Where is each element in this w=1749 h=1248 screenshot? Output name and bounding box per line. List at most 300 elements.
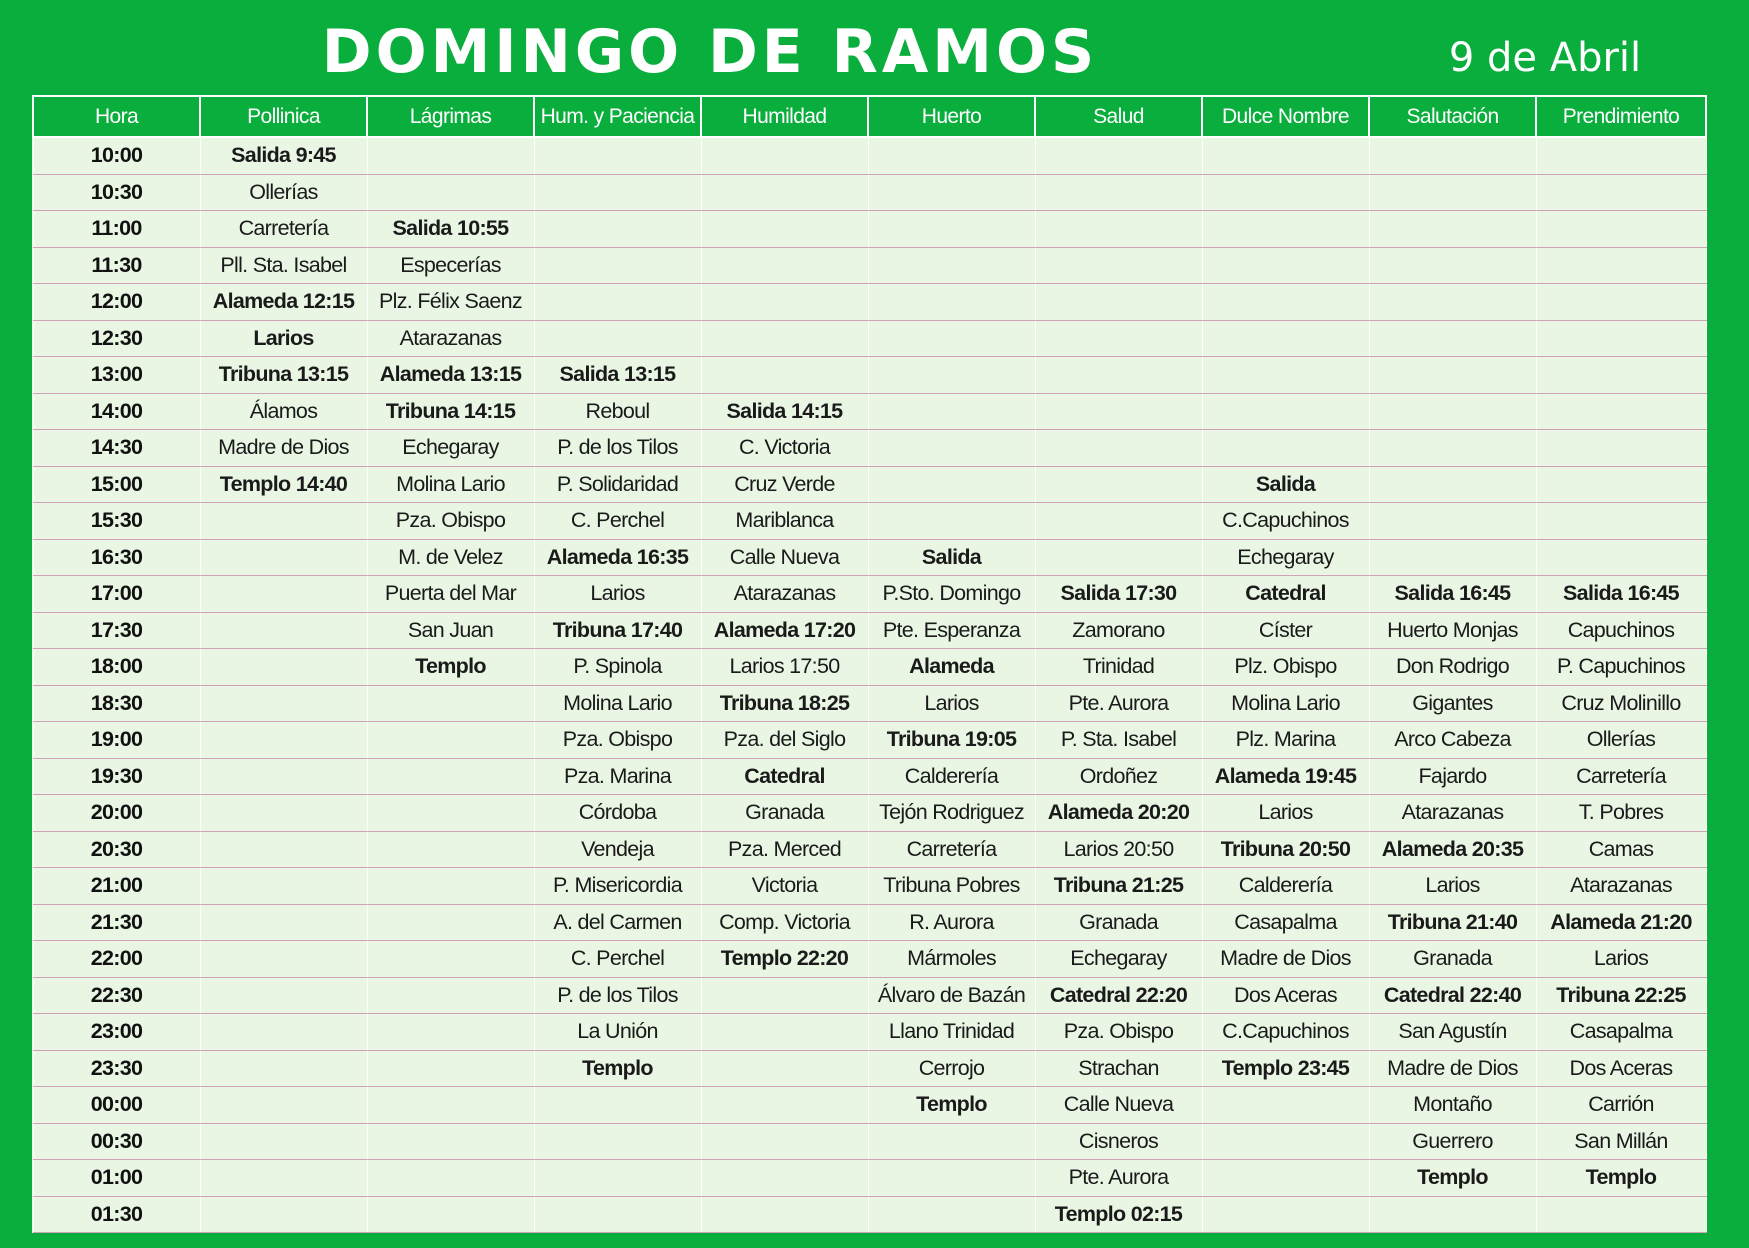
route-cell bbox=[367, 1050, 534, 1087]
route-cell: Salida 17:30 bbox=[1035, 576, 1202, 613]
route-cell: P. de los Tilos bbox=[534, 430, 701, 467]
route-cell bbox=[534, 1123, 701, 1160]
route-cell bbox=[200, 868, 367, 905]
route-cell bbox=[200, 758, 367, 795]
route-cell: Tribuna 13:15 bbox=[200, 357, 367, 394]
route-cell bbox=[1536, 1196, 1706, 1233]
table-row bbox=[33, 649, 1706, 686]
table-row bbox=[33, 320, 1706, 357]
route-cell: Calle Nueva bbox=[1035, 1087, 1202, 1124]
route-cell: Granada bbox=[701, 795, 868, 832]
route-cell bbox=[701, 174, 868, 211]
route-cell: Tribuna 21:25 bbox=[1035, 868, 1202, 905]
route-cell: P. Misericordia bbox=[534, 868, 701, 905]
route-cell: Salida 9:45 bbox=[200, 137, 367, 174]
route-cell: M. de Velez bbox=[367, 539, 534, 576]
route-cell bbox=[1369, 247, 1536, 284]
route-cell: Catedral 22:40 bbox=[1369, 977, 1536, 1014]
hour-cell: 20:00 bbox=[33, 795, 200, 832]
route-cell bbox=[1536, 503, 1706, 540]
route-cell bbox=[868, 284, 1035, 321]
route-cell: C. Victoria bbox=[701, 430, 868, 467]
route-cell bbox=[1536, 247, 1706, 284]
table-row bbox=[33, 1160, 1706, 1197]
route-cell bbox=[367, 977, 534, 1014]
hour-cell: 23:30 bbox=[33, 1050, 200, 1087]
route-cell: Tribuna 21:40 bbox=[1369, 904, 1536, 941]
route-cell: Pza. Obispo bbox=[1035, 1014, 1202, 1051]
route-cell bbox=[534, 1196, 701, 1233]
route-cell: Gigantes bbox=[1369, 685, 1536, 722]
route-cell bbox=[200, 1160, 367, 1197]
route-cell: Alameda 21:20 bbox=[1536, 904, 1706, 941]
column-header: Hora bbox=[33, 96, 200, 137]
route-cell bbox=[701, 1123, 868, 1160]
table-row bbox=[33, 576, 1706, 613]
table-row bbox=[33, 1196, 1706, 1233]
route-cell bbox=[367, 1160, 534, 1197]
route-cell: Molina Lario bbox=[367, 466, 534, 503]
route-cell bbox=[200, 904, 367, 941]
route-cell: Catedral 22:20 bbox=[1035, 977, 1202, 1014]
hour-cell: 19:00 bbox=[33, 722, 200, 759]
route-cell: Arco Cabeza bbox=[1369, 722, 1536, 759]
route-cell: R. Aurora bbox=[868, 904, 1035, 941]
table-row bbox=[33, 868, 1706, 905]
hour-cell: 22:00 bbox=[33, 941, 200, 978]
route-cell: Camas bbox=[1536, 831, 1706, 868]
route-cell bbox=[1536, 211, 1706, 248]
route-cell: Templo 22:20 bbox=[701, 941, 868, 978]
route-cell: Tribuna Pobres bbox=[868, 868, 1035, 905]
route-cell bbox=[1536, 539, 1706, 576]
route-cell: Carretería bbox=[200, 211, 367, 248]
route-cell bbox=[1369, 284, 1536, 321]
route-cell bbox=[367, 1014, 534, 1051]
route-cell bbox=[1202, 430, 1369, 467]
route-cell: Mármoles bbox=[868, 941, 1035, 978]
route-cell: Larios 20:50 bbox=[1035, 831, 1202, 868]
route-cell: Plz. Marina bbox=[1202, 722, 1369, 759]
route-cell: Pza. Merced bbox=[701, 831, 868, 868]
route-cell: Alameda bbox=[868, 649, 1035, 686]
route-cell: Casapalma bbox=[1202, 904, 1369, 941]
route-cell: Atarazanas bbox=[1369, 795, 1536, 832]
route-cell: P. Capuchinos bbox=[1536, 649, 1706, 686]
route-cell bbox=[1369, 430, 1536, 467]
hour-cell: 18:00 bbox=[33, 649, 200, 686]
table-row bbox=[33, 612, 1706, 649]
route-cell bbox=[701, 1196, 868, 1233]
route-cell: P. Solidaridad bbox=[534, 466, 701, 503]
table-row bbox=[33, 174, 1706, 211]
route-cell bbox=[367, 795, 534, 832]
route-cell bbox=[701, 1014, 868, 1051]
route-cell: San Agustín bbox=[1369, 1014, 1536, 1051]
route-cell bbox=[868, 320, 1035, 357]
route-cell bbox=[701, 1087, 868, 1124]
route-cell bbox=[200, 685, 367, 722]
column-header: Pollinica bbox=[200, 96, 367, 137]
route-cell bbox=[1369, 211, 1536, 248]
route-cell: Don Rodrigo bbox=[1369, 649, 1536, 686]
route-cell: C.Capuchinos bbox=[1202, 1014, 1369, 1051]
route-cell bbox=[534, 1087, 701, 1124]
route-cell: Granada bbox=[1035, 904, 1202, 941]
route-cell: Tribuna 18:25 bbox=[701, 685, 868, 722]
route-cell bbox=[1035, 247, 1202, 284]
column-header: Lágrimas bbox=[367, 96, 534, 137]
table-row bbox=[33, 685, 1706, 722]
route-cell: P. Sta. Isabel bbox=[1035, 722, 1202, 759]
route-cell bbox=[367, 904, 534, 941]
column-header: Salutación bbox=[1369, 96, 1536, 137]
route-cell bbox=[1369, 137, 1536, 174]
table-row bbox=[33, 357, 1706, 394]
route-cell bbox=[367, 758, 534, 795]
route-cell bbox=[367, 685, 534, 722]
route-cell bbox=[367, 137, 534, 174]
route-cell: Ollerías bbox=[1536, 722, 1706, 759]
table-row bbox=[33, 430, 1706, 467]
hour-cell: 18:30 bbox=[33, 685, 200, 722]
column-header: Hum. y Paciencia bbox=[534, 96, 701, 137]
route-cell: Larios bbox=[868, 685, 1035, 722]
route-cell: Alameda 12:15 bbox=[200, 284, 367, 321]
hour-cell: 01:00 bbox=[33, 1160, 200, 1197]
hour-cell: 22:30 bbox=[33, 977, 200, 1014]
route-cell bbox=[200, 1196, 367, 1233]
column-header: Salud bbox=[1035, 96, 1202, 137]
route-cell: C. Perchel bbox=[534, 941, 701, 978]
table-row bbox=[33, 1050, 1706, 1087]
route-cell: Pte. Aurora bbox=[1035, 1160, 1202, 1197]
route-cell bbox=[701, 247, 868, 284]
table-row bbox=[33, 247, 1706, 284]
hour-cell: 12:30 bbox=[33, 320, 200, 357]
route-cell: Alameda 13:15 bbox=[367, 357, 534, 394]
route-cell: Plz. Félix Saenz bbox=[367, 284, 534, 321]
route-cell: Álvaro de Bazán bbox=[868, 977, 1035, 1014]
route-cell: Dos Aceras bbox=[1536, 1050, 1706, 1087]
route-cell: Pte. Esperanza bbox=[868, 612, 1035, 649]
route-cell bbox=[1202, 1123, 1369, 1160]
route-cell: Madre de Dios bbox=[1369, 1050, 1536, 1087]
hour-cell: 00:00 bbox=[33, 1087, 200, 1124]
route-cell bbox=[1035, 211, 1202, 248]
route-cell bbox=[367, 1123, 534, 1160]
route-cell: Echegaray bbox=[1035, 941, 1202, 978]
route-cell bbox=[1202, 1160, 1369, 1197]
route-cell bbox=[200, 539, 367, 576]
schedule-table bbox=[32, 95, 1707, 1233]
route-cell: Ordoñez bbox=[1035, 758, 1202, 795]
route-cell bbox=[200, 1123, 367, 1160]
route-cell bbox=[367, 868, 534, 905]
route-cell: Fajardo bbox=[1369, 758, 1536, 795]
route-cell: Alameda 17:20 bbox=[701, 612, 868, 649]
route-cell: Carrión bbox=[1536, 1087, 1706, 1124]
route-cell: Echegaray bbox=[367, 430, 534, 467]
route-cell: Calderería bbox=[868, 758, 1035, 795]
route-cell: P. de los Tilos bbox=[534, 977, 701, 1014]
route-cell: P. Spinola bbox=[534, 649, 701, 686]
route-cell: Comp. Victoria bbox=[701, 904, 868, 941]
route-cell: Templo bbox=[1369, 1160, 1536, 1197]
route-cell: Carretería bbox=[868, 831, 1035, 868]
route-cell bbox=[1202, 211, 1369, 248]
route-cell bbox=[1369, 320, 1536, 357]
table-body bbox=[33, 137, 1706, 1233]
route-cell bbox=[1035, 284, 1202, 321]
route-cell bbox=[868, 430, 1035, 467]
route-cell bbox=[1536, 174, 1706, 211]
table-row bbox=[33, 1123, 1706, 1160]
route-cell bbox=[367, 831, 534, 868]
route-cell: Álamos bbox=[200, 393, 367, 430]
column-header: Huerto bbox=[868, 96, 1035, 137]
route-cell: Córdoba bbox=[534, 795, 701, 832]
route-cell bbox=[1202, 393, 1369, 430]
route-cell: Tribuna 17:40 bbox=[534, 612, 701, 649]
route-cell bbox=[200, 1050, 367, 1087]
route-cell bbox=[200, 722, 367, 759]
route-cell: Vendeja bbox=[534, 831, 701, 868]
hour-cell: 14:00 bbox=[33, 393, 200, 430]
table-row bbox=[33, 1014, 1706, 1051]
route-cell: C.Capuchinos bbox=[1202, 503, 1369, 540]
table-row bbox=[33, 758, 1706, 795]
route-cell: Catedral bbox=[701, 758, 868, 795]
route-cell: Puerta del Mar bbox=[367, 576, 534, 613]
column-header: Prendimiento bbox=[1536, 96, 1706, 137]
route-cell: T. Pobres bbox=[1536, 795, 1706, 832]
route-cell bbox=[701, 320, 868, 357]
route-cell bbox=[534, 174, 701, 211]
route-cell: Carretería bbox=[1536, 758, 1706, 795]
route-cell: Larios bbox=[534, 576, 701, 613]
route-cell bbox=[868, 1160, 1035, 1197]
table-row bbox=[33, 977, 1706, 1014]
route-cell: Alameda 20:35 bbox=[1369, 831, 1536, 868]
route-cell bbox=[868, 503, 1035, 540]
route-cell bbox=[1369, 466, 1536, 503]
route-cell: Dos Aceras bbox=[1202, 977, 1369, 1014]
route-cell bbox=[868, 247, 1035, 284]
route-cell: Ollerías bbox=[200, 174, 367, 211]
route-cell: Cruz Verde bbox=[701, 466, 868, 503]
route-cell bbox=[200, 1014, 367, 1051]
route-cell: Guerrero bbox=[1369, 1123, 1536, 1160]
route-cell: Larios bbox=[1369, 868, 1536, 905]
route-cell: A. del Carmen bbox=[534, 904, 701, 941]
route-cell: Tribuna 14:15 bbox=[367, 393, 534, 430]
table-row bbox=[33, 831, 1706, 868]
route-cell bbox=[1035, 430, 1202, 467]
route-cell bbox=[1536, 430, 1706, 467]
route-cell bbox=[1202, 247, 1369, 284]
route-cell: Mariblanca bbox=[701, 503, 868, 540]
route-cell bbox=[1202, 284, 1369, 321]
hour-cell: 10:00 bbox=[33, 137, 200, 174]
route-cell: Cisneros bbox=[1035, 1123, 1202, 1160]
route-cell: Trinidad bbox=[1035, 649, 1202, 686]
hour-cell: 15:30 bbox=[33, 503, 200, 540]
route-cell bbox=[534, 284, 701, 321]
route-cell: Templo bbox=[534, 1050, 701, 1087]
route-cell: Salida 14:15 bbox=[701, 393, 868, 430]
route-cell bbox=[868, 174, 1035, 211]
route-cell bbox=[868, 466, 1035, 503]
hour-cell: 10:30 bbox=[33, 174, 200, 211]
route-cell bbox=[534, 211, 701, 248]
page-title: DOMINGO DE RAMOS bbox=[321, 17, 1099, 87]
route-cell: Templo 23:45 bbox=[1202, 1050, 1369, 1087]
route-cell bbox=[1202, 137, 1369, 174]
hour-cell: 14:30 bbox=[33, 430, 200, 467]
table-row bbox=[33, 904, 1706, 941]
route-cell bbox=[1202, 1087, 1369, 1124]
table-header-row bbox=[33, 96, 1706, 137]
route-cell bbox=[200, 649, 367, 686]
route-cell bbox=[701, 977, 868, 1014]
route-cell bbox=[1536, 466, 1706, 503]
route-cell bbox=[1369, 393, 1536, 430]
hour-cell: 23:00 bbox=[33, 1014, 200, 1051]
route-cell bbox=[701, 357, 868, 394]
route-cell bbox=[1202, 320, 1369, 357]
hour-cell: 20:30 bbox=[33, 831, 200, 868]
route-cell: Capuchinos bbox=[1536, 612, 1706, 649]
route-cell bbox=[868, 1123, 1035, 1160]
hour-cell: 11:00 bbox=[33, 211, 200, 248]
route-cell bbox=[1035, 137, 1202, 174]
route-cell: Molina Lario bbox=[534, 685, 701, 722]
route-cell bbox=[701, 284, 868, 321]
route-cell bbox=[1369, 503, 1536, 540]
route-cell bbox=[200, 941, 367, 978]
hour-cell: 11:30 bbox=[33, 247, 200, 284]
route-cell: Tribuna 22:25 bbox=[1536, 977, 1706, 1014]
route-cell: Larios 17:50 bbox=[701, 649, 868, 686]
route-cell: Larios bbox=[200, 320, 367, 357]
route-cell: Especerías bbox=[367, 247, 534, 284]
route-cell bbox=[367, 941, 534, 978]
route-cell: Reboul bbox=[534, 393, 701, 430]
route-cell bbox=[868, 393, 1035, 430]
event-date: 9 de Abril bbox=[1448, 35, 1642, 81]
route-cell: Pza. del Siglo bbox=[701, 722, 868, 759]
route-cell: Zamorano bbox=[1035, 612, 1202, 649]
column-header: Humildad bbox=[701, 96, 868, 137]
route-cell: Templo 02:15 bbox=[1035, 1196, 1202, 1233]
route-cell bbox=[868, 211, 1035, 248]
route-cell bbox=[200, 576, 367, 613]
route-cell bbox=[1202, 1196, 1369, 1233]
route-cell: Llano Trinidad bbox=[868, 1014, 1035, 1051]
table-row bbox=[33, 211, 1706, 248]
route-cell: San Juan bbox=[367, 612, 534, 649]
table-row bbox=[33, 284, 1706, 321]
route-cell bbox=[1202, 357, 1369, 394]
hour-cell: 21:00 bbox=[33, 868, 200, 905]
hour-cell: 15:00 bbox=[33, 466, 200, 503]
route-cell bbox=[534, 1160, 701, 1197]
hour-cell: 13:00 bbox=[33, 357, 200, 394]
route-cell: Salida 16:45 bbox=[1369, 576, 1536, 613]
route-cell: Plz. Obispo bbox=[1202, 649, 1369, 686]
route-cell bbox=[1536, 137, 1706, 174]
route-cell: Salida 10:55 bbox=[367, 211, 534, 248]
route-cell: P.Sto. Domingo bbox=[868, 576, 1035, 613]
route-cell: Granada bbox=[1369, 941, 1536, 978]
table-row bbox=[33, 795, 1706, 832]
table-row bbox=[33, 722, 1706, 759]
route-cell bbox=[200, 795, 367, 832]
route-cell bbox=[868, 357, 1035, 394]
route-cell bbox=[367, 1196, 534, 1233]
route-cell: Císter bbox=[1202, 612, 1369, 649]
route-cell: Salida 13:15 bbox=[534, 357, 701, 394]
hour-cell: 21:30 bbox=[33, 904, 200, 941]
route-cell: Atarazanas bbox=[701, 576, 868, 613]
route-cell: Pza. Obispo bbox=[367, 503, 534, 540]
route-cell: Templo bbox=[1536, 1160, 1706, 1197]
route-cell bbox=[534, 137, 701, 174]
route-cell: Alameda 19:45 bbox=[1202, 758, 1369, 795]
route-cell bbox=[1369, 174, 1536, 211]
route-cell: Catedral bbox=[1202, 576, 1369, 613]
route-cell: La Unión bbox=[534, 1014, 701, 1051]
route-cell bbox=[1536, 320, 1706, 357]
route-cell bbox=[701, 137, 868, 174]
route-cell: Salida bbox=[868, 539, 1035, 576]
route-cell bbox=[534, 247, 701, 284]
route-cell bbox=[367, 722, 534, 759]
route-cell bbox=[367, 174, 534, 211]
route-cell bbox=[701, 1050, 868, 1087]
route-cell bbox=[1035, 357, 1202, 394]
route-cell bbox=[200, 977, 367, 1014]
route-cell bbox=[1035, 320, 1202, 357]
route-cell: Echegaray bbox=[1202, 539, 1369, 576]
route-cell: Molina Lario bbox=[1202, 685, 1369, 722]
route-cell: Tribuna 19:05 bbox=[868, 722, 1035, 759]
route-cell: Huerto Monjas bbox=[1369, 612, 1536, 649]
route-cell: Salida bbox=[1202, 466, 1369, 503]
route-cell: Strachan bbox=[1035, 1050, 1202, 1087]
route-cell: Atarazanas bbox=[1536, 868, 1706, 905]
hour-cell: 01:30 bbox=[33, 1196, 200, 1233]
route-cell bbox=[1035, 393, 1202, 430]
route-cell bbox=[1369, 1196, 1536, 1233]
route-cell: Pll. Sta. Isabel bbox=[200, 247, 367, 284]
hour-cell: 19:30 bbox=[33, 758, 200, 795]
table-row bbox=[33, 1087, 1706, 1124]
route-cell bbox=[1035, 539, 1202, 576]
route-cell bbox=[701, 1160, 868, 1197]
route-cell: San Millán bbox=[1536, 1123, 1706, 1160]
route-cell: Templo 14:40 bbox=[200, 466, 367, 503]
route-cell: Pza. Marina bbox=[534, 758, 701, 795]
hour-cell: 16:30 bbox=[33, 539, 200, 576]
hour-cell: 17:00 bbox=[33, 576, 200, 613]
route-cell: Cerrojo bbox=[868, 1050, 1035, 1087]
route-cell: Madre de Dios bbox=[1202, 941, 1369, 978]
hour-cell: 17:30 bbox=[33, 612, 200, 649]
route-cell bbox=[1369, 539, 1536, 576]
table-row bbox=[33, 539, 1706, 576]
